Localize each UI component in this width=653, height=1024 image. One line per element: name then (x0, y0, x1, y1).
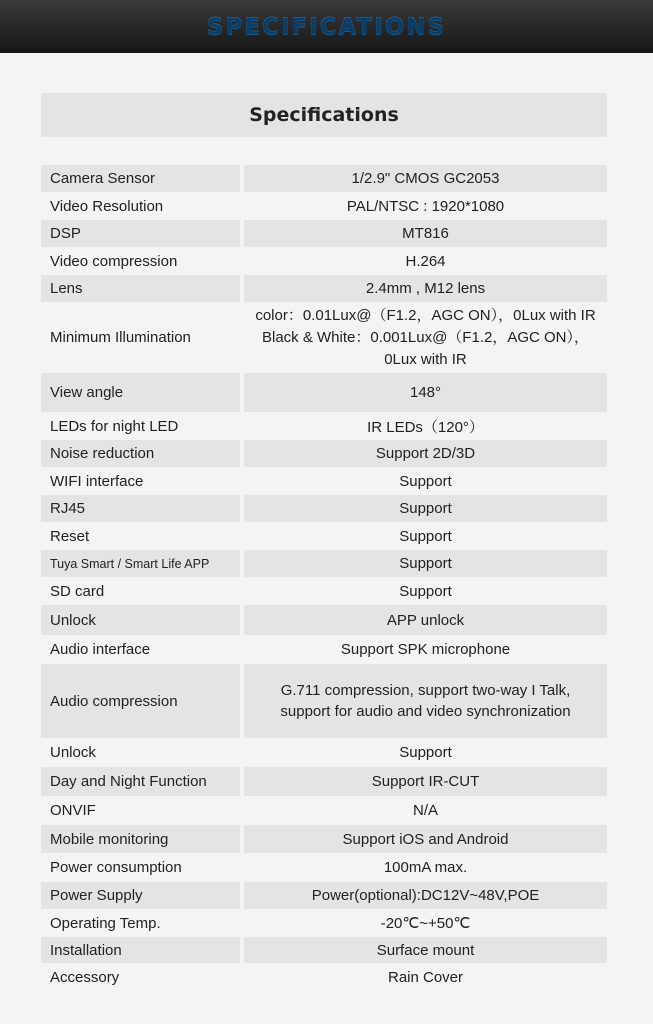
row-value-line: color：0.01Lux@（F1.2，AGC ON），0Lux with IR (255, 306, 596, 324)
table-row (41, 909, 607, 937)
row-label: Installation (41, 937, 244, 963)
row-value: 148° (244, 373, 607, 412)
table-row (41, 937, 607, 963)
row-value: H.264 (244, 247, 607, 275)
row-value-line: support for audio and video synchronization (280, 703, 571, 720)
row-label: Video compression (41, 247, 244, 275)
banner-title: SPECIFICATIONS (206, 13, 447, 40)
row-label: Video Resolution (41, 192, 244, 220)
row-value: -20℃~+50℃ (244, 909, 607, 937)
row-label: Unlock (41, 605, 244, 635)
table-row (41, 882, 607, 909)
table-row (41, 373, 607, 412)
specifications-banner (0, 0, 653, 53)
table-row (41, 767, 607, 796)
table-row (41, 825, 607, 853)
row-label: Accessory (41, 963, 244, 991)
table-row (41, 605, 607, 635)
row-label: Noise reduction (41, 440, 244, 467)
row-label: WIFI interface (41, 467, 244, 495)
table-row (41, 412, 607, 440)
row-label: Audio compression (41, 664, 244, 738)
row-value: APP unlock (244, 605, 607, 635)
row-label: LEDs for night LED (41, 412, 244, 440)
table-row (41, 738, 607, 767)
row-label: DSP (41, 220, 244, 247)
table-row (41, 275, 607, 302)
row-label: Audio interface (41, 635, 244, 664)
row-value: Support (244, 467, 607, 495)
table-row (41, 247, 607, 275)
spec-table (41, 165, 607, 991)
table-row (41, 165, 607, 192)
table-row (41, 440, 607, 467)
row-value-line: 0Lux with IR (384, 350, 467, 368)
row-label: Reset (41, 522, 244, 550)
row-value: 2.4mm , M12 lens (244, 275, 607, 302)
row-label: Power Supply (41, 882, 244, 909)
row-value: N/A (244, 796, 607, 825)
table-row (41, 220, 607, 247)
row-value: Support (244, 738, 607, 767)
row-value: Support SPK microphone (244, 635, 607, 664)
row-label: Unlock (41, 738, 244, 767)
row-value: Support (244, 550, 607, 577)
table-row (41, 495, 607, 522)
row-value: Support IR-CUT (244, 767, 607, 796)
row-label: Lens (41, 275, 244, 302)
table-row (41, 796, 607, 825)
row-value-line: G.711 compression, support two-way I Talk, (280, 682, 571, 699)
row-value: Support (244, 577, 607, 605)
row-value: Support 2D/3D (244, 440, 607, 467)
row-value (244, 302, 607, 373)
row-value: Surface mount (244, 937, 607, 963)
table-row (41, 467, 607, 495)
table-row (41, 635, 607, 664)
row-label: Mobile monitoring (41, 825, 244, 853)
table-row (41, 664, 607, 738)
row-value: Power(optional):DC12V~48V,POE (244, 882, 607, 909)
table-row (41, 192, 607, 220)
row-label: SD card (41, 577, 244, 605)
row-value: Support (244, 495, 607, 522)
row-value: 100mA max. (244, 853, 607, 882)
table-row (41, 963, 607, 991)
row-label: View angle (41, 373, 244, 412)
row-label: Camera Sensor (41, 165, 244, 192)
row-label: Power consumption (41, 853, 244, 882)
row-value: Support iOS and Android (244, 825, 607, 853)
table-row (41, 550, 607, 577)
row-label: Day and Night Function (41, 767, 244, 796)
row-value: Rain Cover (244, 963, 607, 991)
table-row (41, 302, 607, 373)
row-label: Tuya Smart / Smart Life APP (41, 550, 244, 577)
row-value: MT816 (244, 220, 607, 247)
table-row (41, 522, 607, 550)
table-row (41, 853, 607, 882)
specifications-title: Specifications (41, 93, 607, 137)
row-value (244, 664, 607, 738)
row-value: Support (244, 522, 607, 550)
row-label: Operating Temp. (41, 909, 244, 937)
row-value: IR LEDs（120°） (244, 412, 607, 440)
row-value-line: Black & White：0.001Lux@（F1.2，AGC ON）， (262, 328, 589, 346)
table-row (41, 577, 607, 605)
row-label: ONVIF (41, 796, 244, 825)
row-value: 1/2.9" CMOS GC2053 (244, 165, 607, 192)
row-label: Minimum Illumination (41, 302, 244, 373)
row-label: RJ45 (41, 495, 244, 522)
row-value: PAL/NTSC : 1920*1080 (244, 192, 607, 220)
